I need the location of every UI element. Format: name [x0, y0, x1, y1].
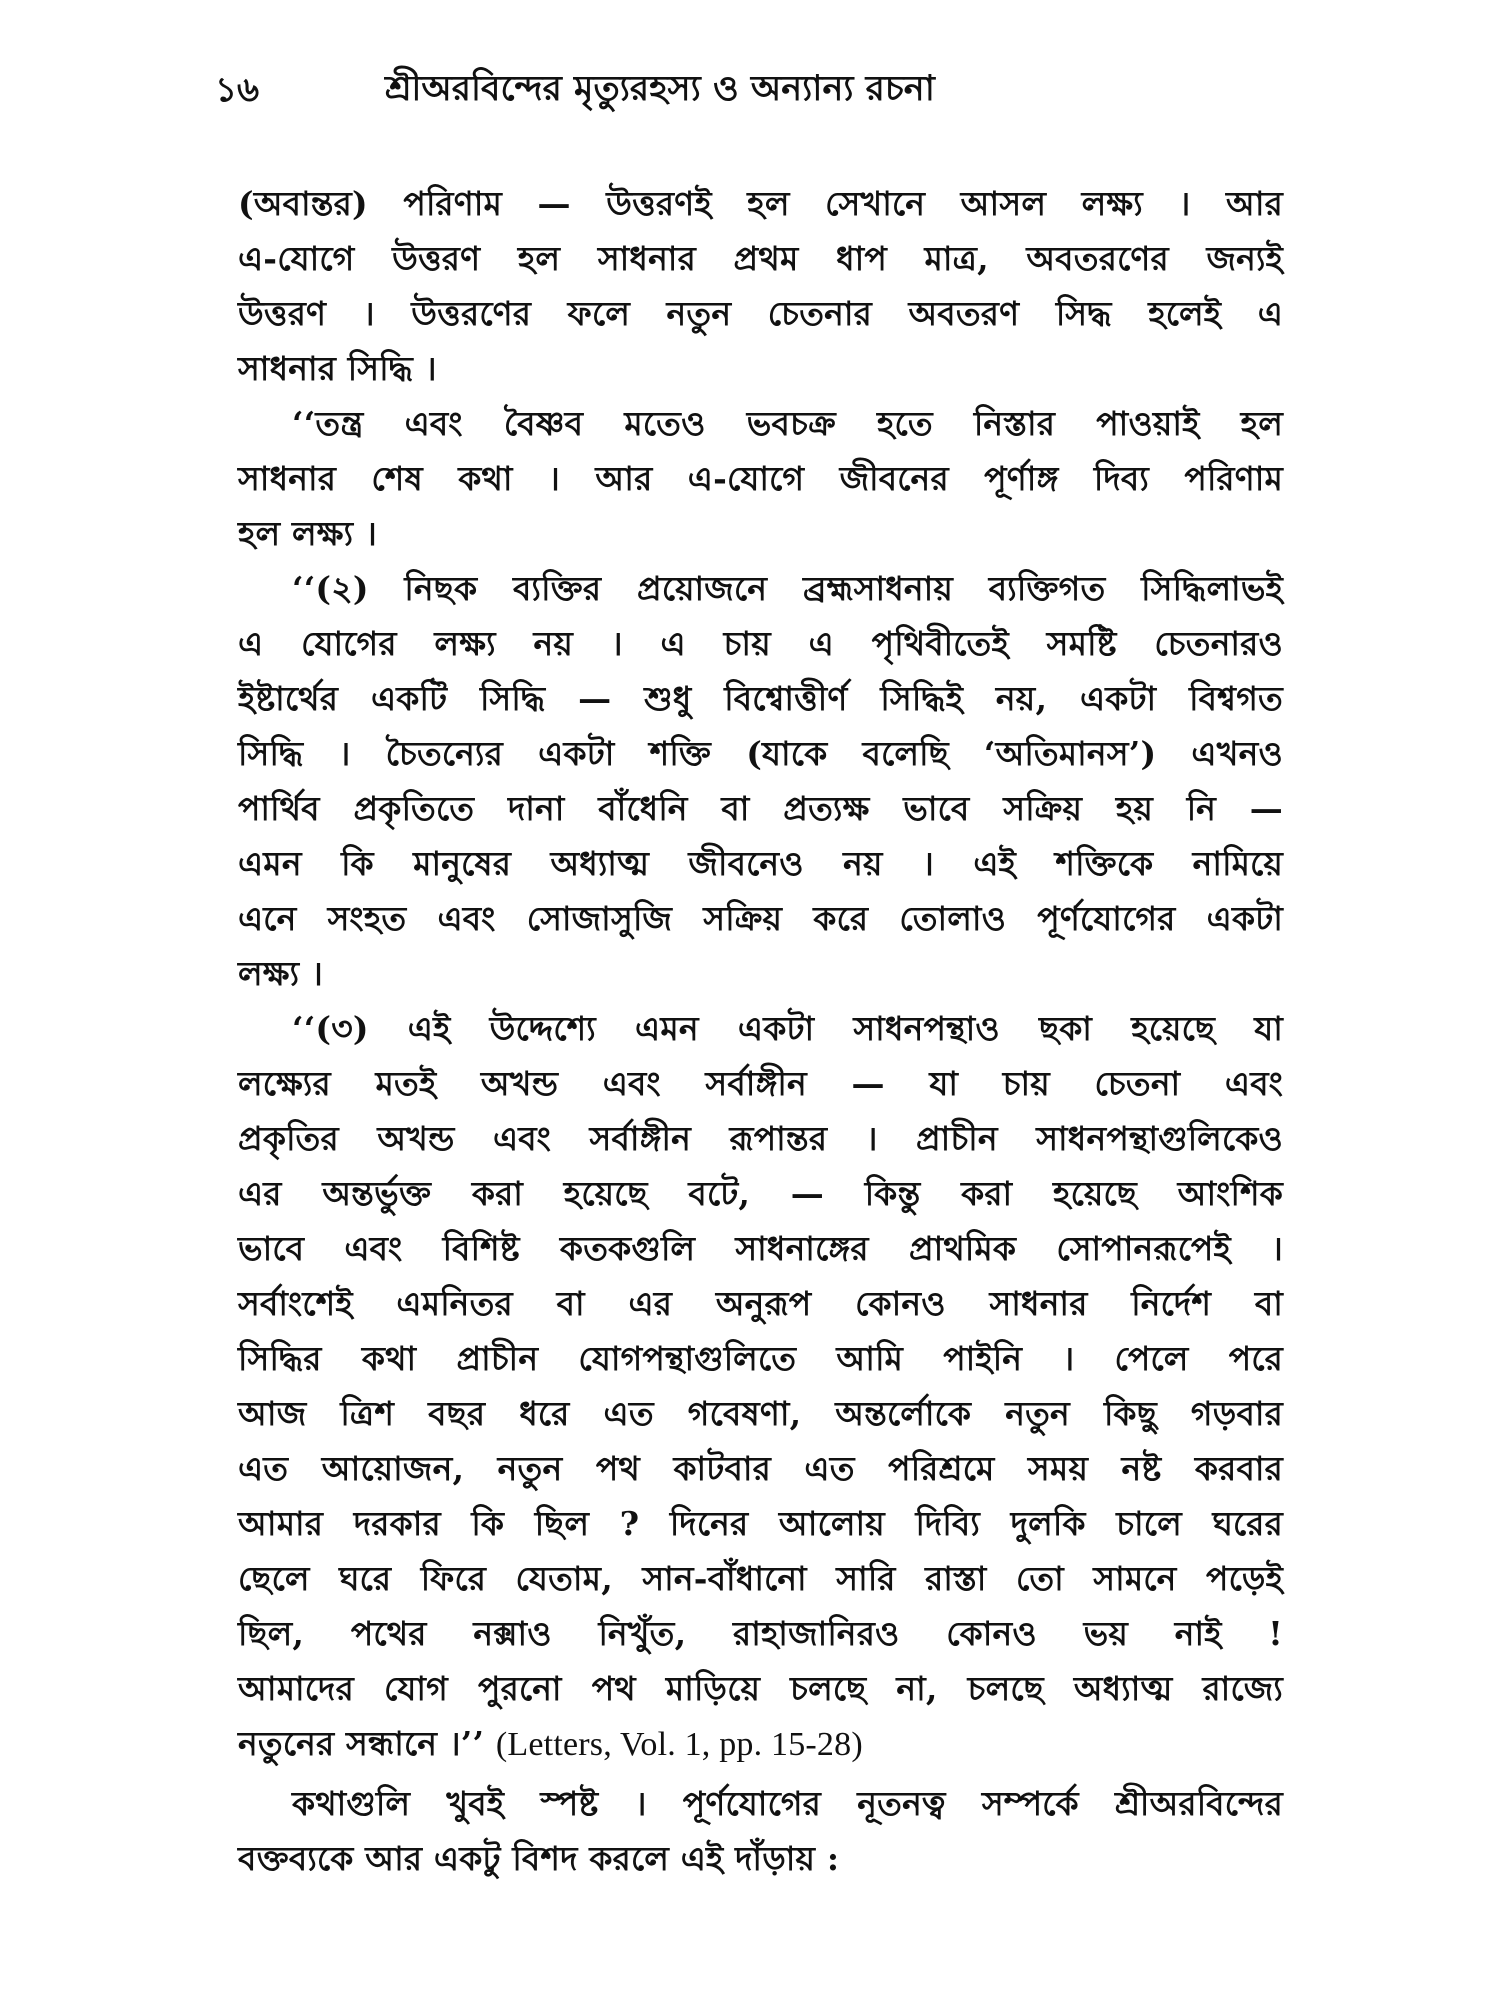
text-line: সাধনার শেষ কথা । আর এ-যোগে জীবনের পূর্ণাঙ্গ দিব্য পরিণাম: [238, 459, 1283, 498]
text-line: এত আয়োজন, নতুন পথ কাটবার এত পরিশ্রমে সময় নষ্ট করবার: [238, 1449, 1283, 1488]
text-line: লক্ষ্যের মতই অখন্ড এবং সর্বাঙ্গীন — যা চায় চেতনা এবং: [238, 1064, 1283, 1103]
citation: (Letters, Vol. 1, pp. 15-28): [495, 1726, 863, 1763]
text-line: ‘‘তন্ত্র এবং বৈষ্ণব মতেও ভবচক্র হতে নিস্তার পাওয়াই হল: [292, 404, 1283, 443]
text-line: আমাদের যোগ পুরনো পথ মাড়িয়ে চলছে না, চলছে অধ্যাত্ম রাজ্যে: [238, 1669, 1283, 1708]
text-line: বক্তব্যকে আর একটু বিশদ করলে এই দাঁড়ায় :: [238, 1839, 840, 1878]
text-line: সাধনার সিদ্ধি ।: [238, 349, 437, 388]
text-line: এনে সংহত এবং সোজাসুজি সক্রিয় করে তোলাও পূর্ণযোগের একটা: [238, 899, 1283, 938]
text-line: এমন কি মানুষের অধ্যাত্ম জীবনেও নয় । এই শক্তিকে নামিয়ে: [238, 844, 1283, 883]
text-line: সর্বাংশেই এমনিতর বা এর অনুরূপ কোনও সাধনার নির্দেশ বা: [238, 1284, 1283, 1323]
text-line: আজ ত্রিশ বছর ধরে এত গবেষণা, অন্তর্লোকে নতুন কিছু গড়বার: [238, 1394, 1283, 1433]
text-line: লক্ষ্য ।: [238, 954, 323, 993]
text-line: প্রকৃতির অখন্ড এবং সর্বাঙ্গীন রূপান্তর । প্রাচীন সাধনপন্থাগুলিকেও: [238, 1119, 1283, 1158]
page-number: ১৬: [215, 70, 260, 110]
text-line: (অবান্তর) পরিণাম — উত্তরণই হল সেখানে আসল লক্ষ্য । আর: [238, 184, 1283, 223]
text-line: নতুনের সন্ধানে ।’’: [238, 1724, 485, 1763]
text-line: ছিল, পথের নক্সাও নিখুঁত, রাহাজানিরও কোনও ভয় নাই !: [238, 1614, 1283, 1653]
text-line: হল লক্ষ্য ।: [238, 514, 377, 553]
book-title: শ্রীঅরবিন্দের মৃত্যুরহস্য ও অন্যান্য রচনা: [385, 68, 935, 109]
text-line: ছেলে ঘরে ফিরে যেতাম, সান-বাঁধানো সারি রাস্তা তো সামনে পড়েই: [238, 1559, 1283, 1598]
text-line: এ যোগের লক্ষ্য নয় । এ চায় এ পৃথিবীতেই সমষ্টি চেতনারও: [238, 624, 1283, 663]
text-line: ‘‘(৩) এই উদ্দেশ্যে এমন একটা সাধনপন্থাও ছকা হয়েছে যা: [292, 1009, 1283, 1048]
text-line: আমার দরকার কি ছিল ? দিনের আলোয় দিব্যি দুলকি চালে ঘরের: [238, 1504, 1283, 1543]
text-line: এ-যোগে উত্তরণ হল সাধনার প্রথম ধাপ মাত্র, অবতরণের জন্যই: [238, 239, 1283, 278]
text-line: ভাবে এবং বিশিষ্ট কতকগুলি সাধনাঙ্গের প্রাথমিক সোপানরূপেই ।: [238, 1229, 1283, 1268]
text-line: উত্তরণ । উত্তরণের ফলে নতুন চেতনার অবতরণ সিদ্ধ হলেই এ: [238, 294, 1283, 333]
text-line: ‘‘(২) নিছক ব্যক্তির প্রয়োজনে ব্রহ্মসাধনায় ব্যক্তিগত সিদ্ধিলাভই: [292, 569, 1283, 608]
quote-end-line: [238, 1718, 863, 1770]
text-line: ইষ্টার্থের একটি সিদ্ধি — শুধু বিশ্বোত্তীর্ণ সিদ্ধিই নয়, একটা বিশ্বগত: [238, 679, 1283, 718]
text-line: কথাগুলি খুবই স্পষ্ট । পূর্ণযোগের নূতনত্ব সম্পর্কে শ্রীঅরবিন্দের: [292, 1784, 1283, 1823]
text-line: এর অন্তর্ভুক্ত করা হয়েছে বটে, — কিন্তু করা হয়েছে আংশিক: [238, 1174, 1283, 1213]
running-head: [205, 62, 1290, 122]
text-line: পার্থিব প্রকৃতিতে দানা বাঁধেনি বা প্রত্যক্ষ ভাবে সক্রিয় হয় নি —: [238, 789, 1283, 828]
body-text: [238, 178, 1283, 1958]
text-line: সিদ্ধির কথা প্রাচীন যোগপন্থাগুলিতে আমি পাইনি । পেলে পরে: [238, 1339, 1283, 1378]
text-line: সিদ্ধি । চৈতন্যের একটা শক্তি (যাকে বলেছি ‘অতিমানস’) এখনও: [238, 734, 1283, 773]
